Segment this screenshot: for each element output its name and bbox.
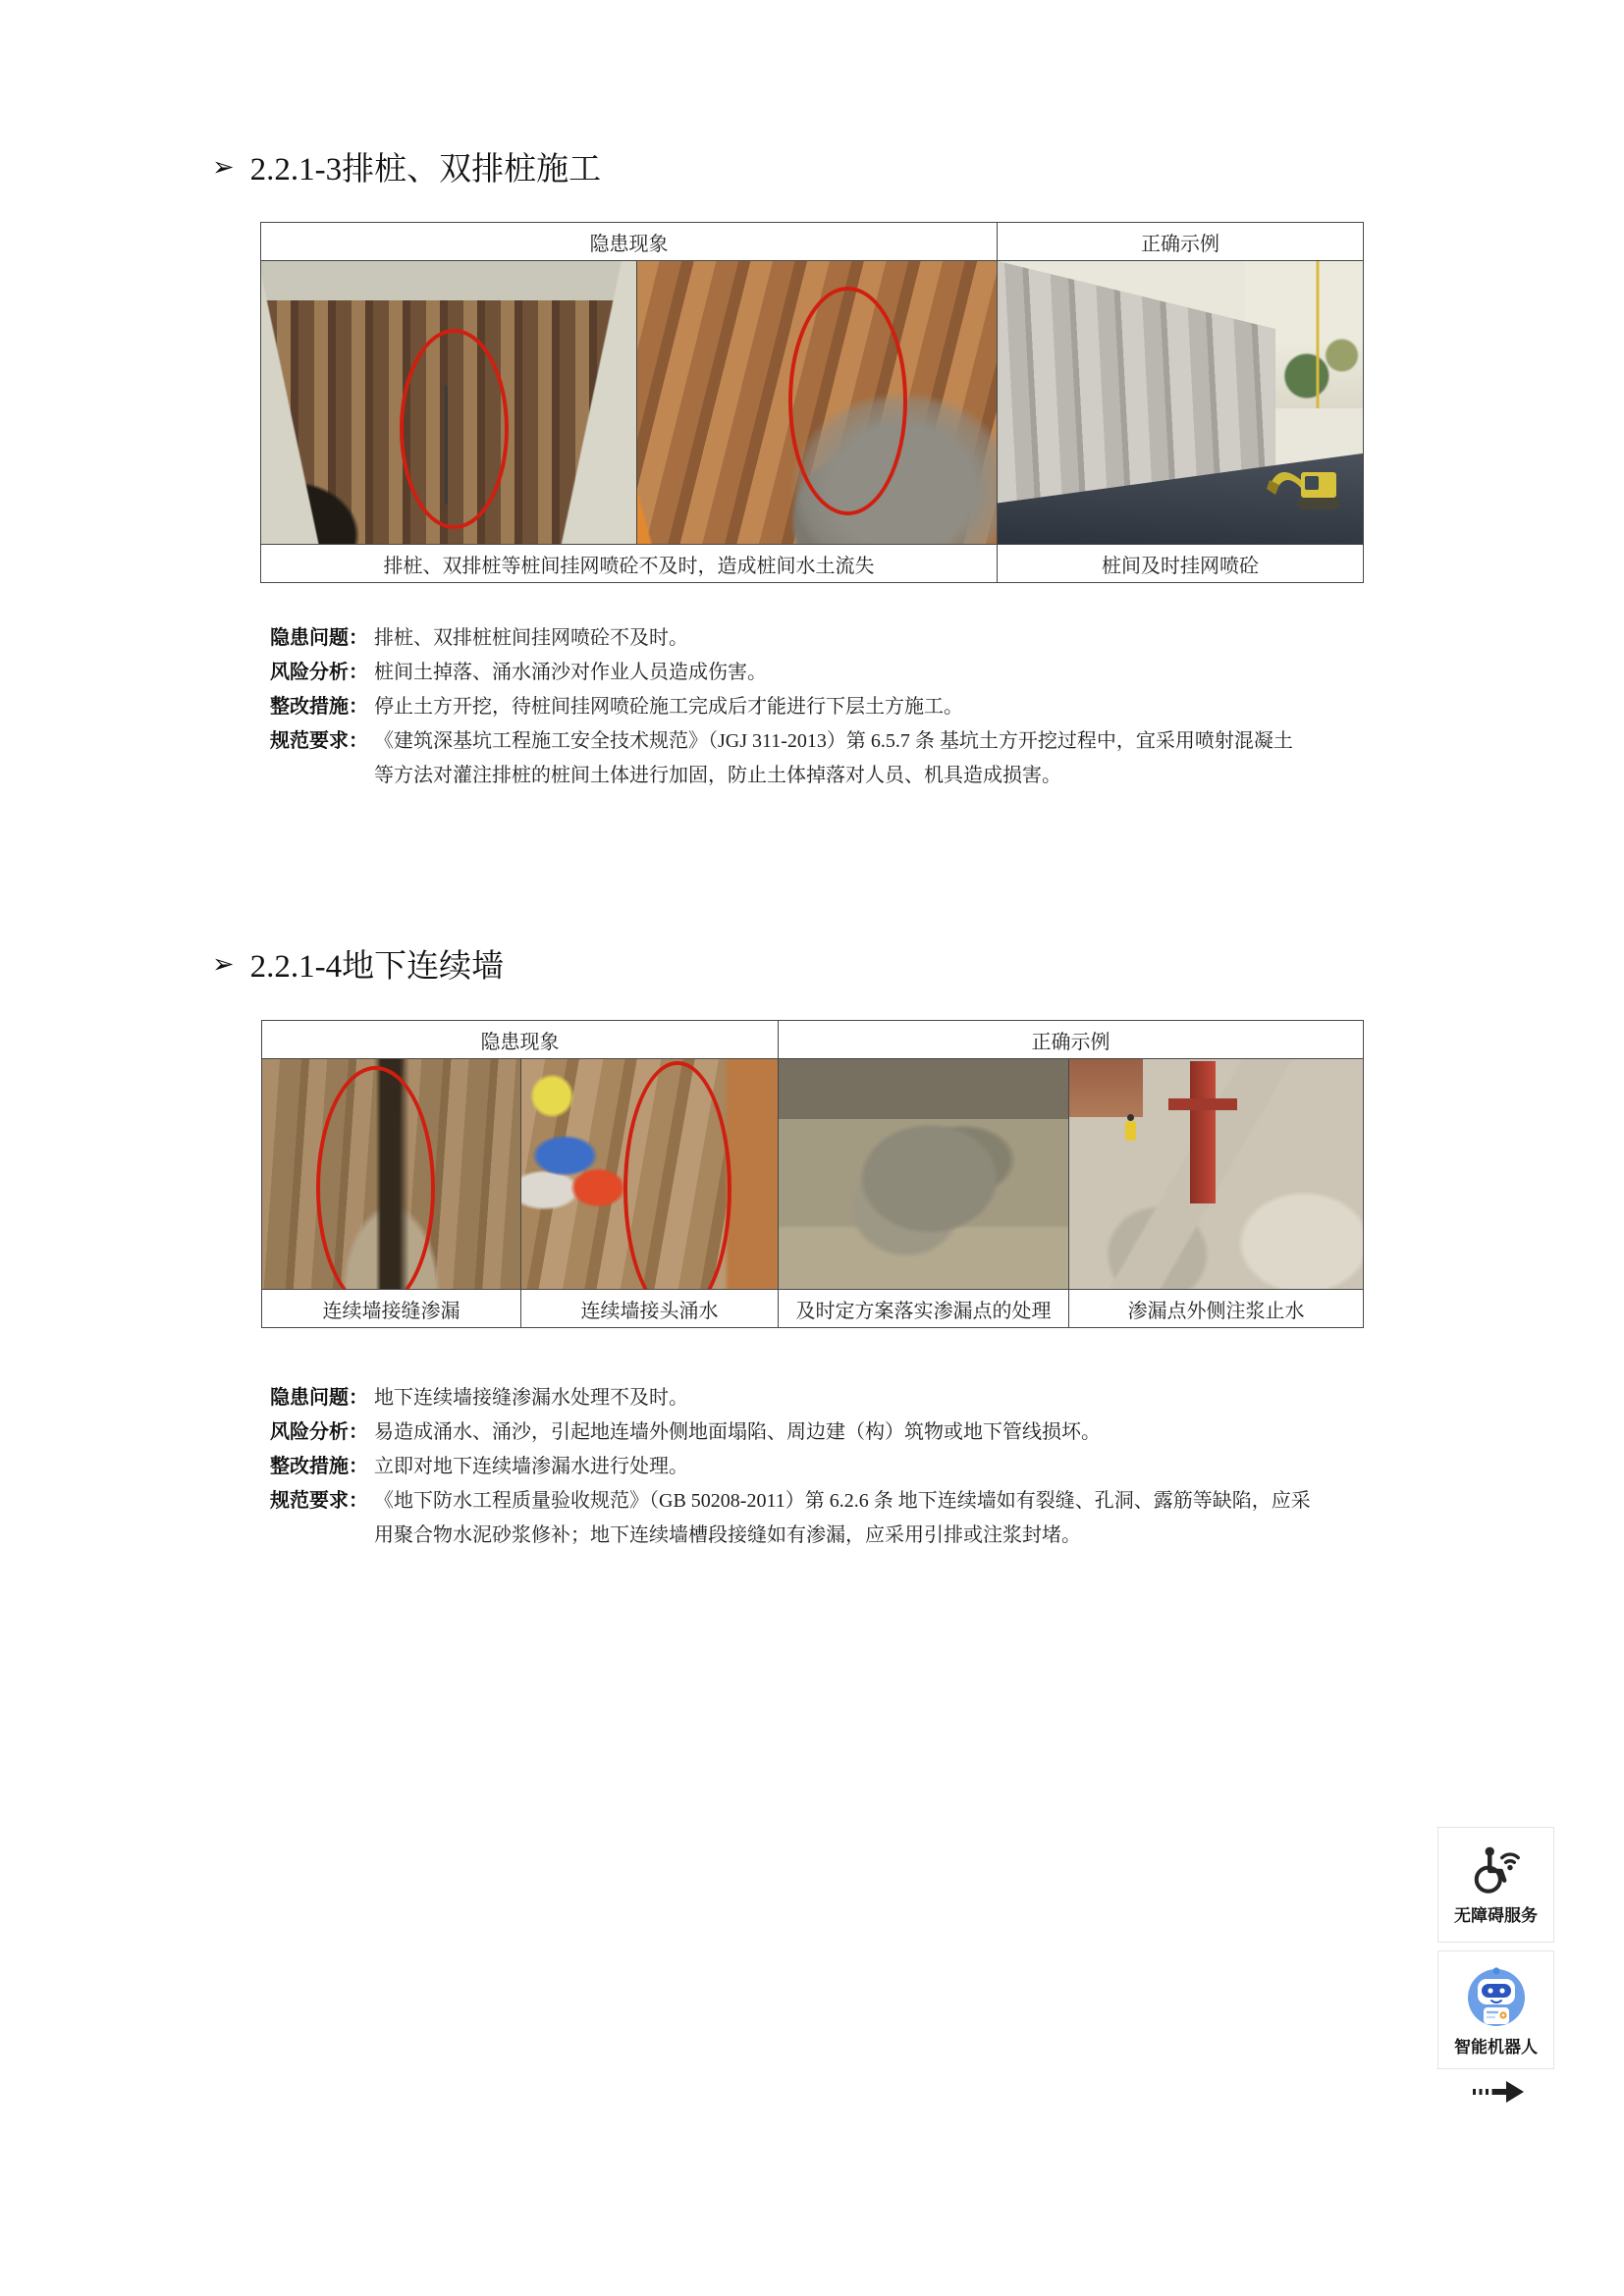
accessibility-label: 无障碍服务	[1454, 1906, 1538, 1925]
section1-heading	[212, 143, 601, 189]
photo-cell	[262, 1059, 521, 1290]
detail-row	[270, 690, 1375, 724]
accessibility-service-button[interactable]	[1437, 1827, 1554, 1943]
detail-row	[270, 621, 1375, 656]
detail-text: 排桩、双排桩桩间挂网喷砼不及时。	[374, 627, 688, 649]
detail-row	[270, 1381, 1375, 1415]
detail-label: 整改措施：	[270, 696, 368, 718]
caption-cell: 渗漏点外侧注浆止水	[1069, 1290, 1364, 1328]
detail-text: 桩间土掉落、涌水涌沙对作业人员造成伤害。	[374, 662, 767, 683]
photo-pit-piles	[261, 261, 636, 544]
caption-cell: 连续墙接头涌水	[521, 1290, 779, 1328]
detail-text: 《建筑深基坑工程施工安全技术规范》（JGJ 311-2013）第 6.5.7 条 基坑土方开挖过程中，宜采用喷射混凝土 等方法对灌注排桩的桩间土体进行加固，防止土体掉落对人员、机具造成损害。	[374, 730, 1293, 786]
photo-wall-seam-leak	[262, 1059, 520, 1289]
caption-cell: 排桩、双排桩等桩间挂网喷砼不及时，造成桩间水土流失	[261, 545, 998, 583]
section1-details	[270, 621, 1375, 793]
section1-table	[260, 222, 1364, 583]
wheelchair-wifi-icon	[1468, 1843, 1525, 1896]
detail-text: 《地下防水工程质量验收规范》（GB 50208-2011）第 6.2.6 条 地下连续墙如有裂缝、孔洞、露筋等缺陷，应采 用聚合物水泥砂浆修补；地下连续墙槽段接缝如有渗漏，应采用引排或注浆封堵。	[374, 1490, 1311, 1546]
shed-shape	[1069, 1059, 1143, 1117]
robot-label: 智能机器人	[1454, 2037, 1538, 2056]
detail-row	[270, 1415, 1375, 1450]
section2-table	[261, 1020, 1364, 1328]
table-image-row	[261, 261, 1364, 545]
photo-sandbag-treatment	[779, 1059, 1068, 1289]
photo-grouting-rig	[1069, 1059, 1363, 1289]
table-caption-row	[262, 1290, 1364, 1328]
photo-joint-gushing	[521, 1059, 778, 1289]
caption-cell: 桩间及时挂网喷砼	[998, 545, 1364, 583]
detail-label: 隐患问题：	[270, 627, 368, 649]
table-image-row	[262, 1059, 1364, 1290]
detail-text: 停止土方开挖，待桩间挂网喷砼施工完成后才能进行下层土方施工。	[374, 696, 963, 718]
correct-header-cell: 正确示例	[779, 1021, 1364, 1059]
table-header-row	[262, 1021, 1364, 1059]
photo-pile-wall-excavator	[998, 261, 1363, 544]
section2-heading	[212, 940, 504, 987]
detail-label: 规范要求：	[270, 730, 368, 752]
detail-text: 立即对地下连续墙渗漏水进行处理。	[374, 1456, 688, 1477]
table-caption-row	[261, 545, 1364, 583]
excavator-icon	[1266, 451, 1348, 515]
hazard-header-cell: 隐患现象	[261, 223, 998, 261]
smart-robot-button[interactable]	[1437, 1950, 1554, 2069]
section1-title: 2.2.1-3排桩、双排桩施工	[249, 152, 602, 187]
detail-text: 地下连续墙接缝渗漏水处理不及时。	[374, 1387, 688, 1409]
arrow-bullet-icon: ➢	[212, 949, 235, 979]
photo-soil-erosion	[637, 261, 997, 544]
hazard-header-cell: 隐患现象	[262, 1021, 779, 1059]
detail-label: 规范要求：	[270, 1490, 368, 1512]
photo-cell	[998, 261, 1364, 545]
robot-icon	[1464, 1963, 1529, 2028]
photo-cell	[779, 1059, 1069, 1290]
drill-rig-shape	[1190, 1061, 1217, 1203]
detail-text: 易造成涌水、涌沙，引起地连墙外侧地面塌陷、周边建（构）筑物或地下管线损坏。	[374, 1421, 1101, 1443]
detail-label: 隐患问题：	[270, 1387, 368, 1409]
photo-cell	[1069, 1059, 1364, 1290]
detail-row	[270, 1450, 1375, 1484]
worker-figure	[1125, 1121, 1136, 1141]
detail-row	[270, 656, 1375, 690]
caption-cell: 及时定方案落实渗漏点的处理	[779, 1290, 1069, 1328]
photo-cell	[637, 261, 998, 545]
table-header-row	[261, 223, 1364, 261]
correct-header-cell: 正确示例	[998, 223, 1364, 261]
arrow-bullet-icon: ➢	[212, 152, 235, 182]
detail-row	[270, 1484, 1375, 1553]
photo-cell	[521, 1059, 779, 1290]
detail-label: 风险分析：	[270, 662, 368, 683]
hazard-red-circle	[316, 1066, 435, 1289]
hazard-red-circle	[788, 287, 907, 515]
photo-cell	[261, 261, 637, 545]
detail-row	[270, 724, 1375, 793]
hazard-red-circle	[623, 1061, 731, 1289]
caption-cell: 连续墙接缝渗漏	[262, 1290, 521, 1328]
detail-label: 整改措施：	[270, 1456, 368, 1477]
dashed-right-arrow-icon[interactable]	[1471, 2079, 1526, 2105]
section2-details	[270, 1381, 1375, 1553]
detail-label: 风险分析：	[270, 1421, 368, 1443]
section2-title: 2.2.1-4地下连续墙	[249, 949, 505, 985]
hazard-red-circle	[400, 329, 509, 529]
